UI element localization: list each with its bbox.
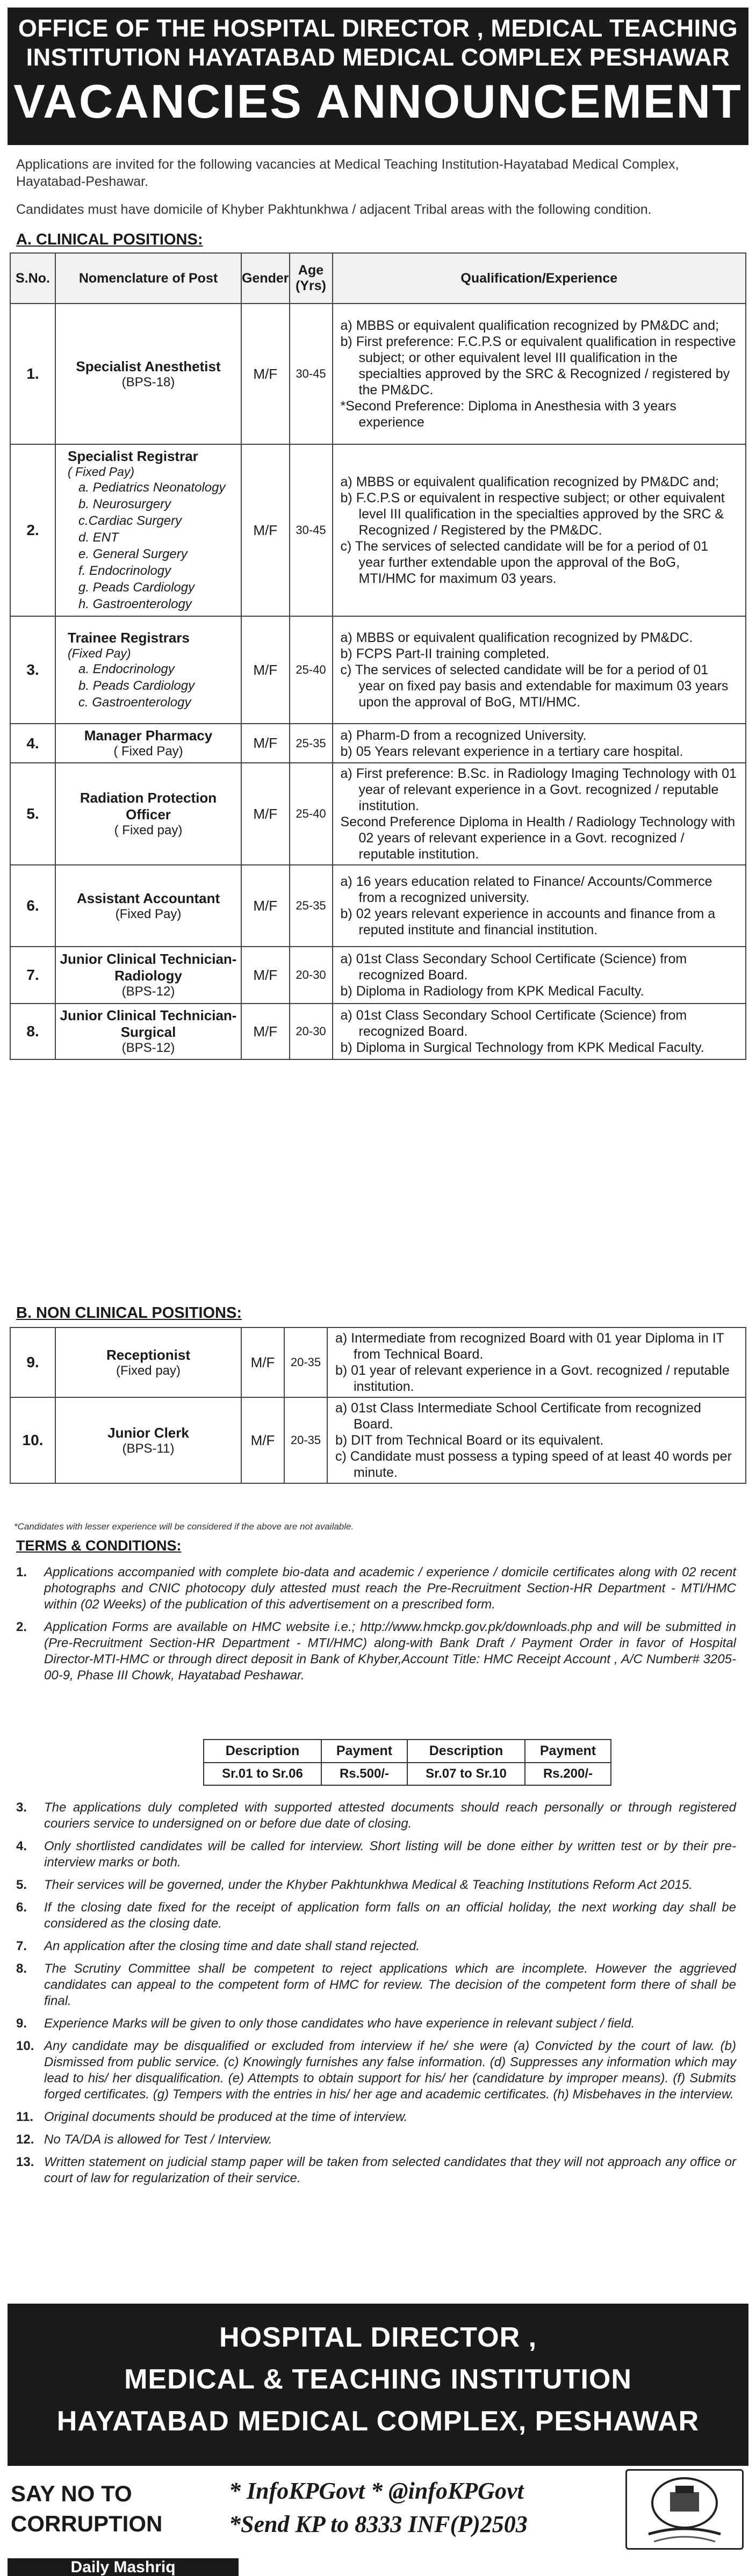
row-sno: 2. [10,444,55,616]
post-pay-scale: (BPS-12) [121,984,175,999]
table-row [10,1397,746,1483]
qualification-item: c) The services of selected candidate will be for a period of 01 year further extendable upon the approval of the BoG, MTI/HMC for maximum 03 years. [340,539,709,586]
fee-desc-header-2: Description [407,1740,525,1763]
row-post [55,763,241,865]
qualification-item: b) Diploma in Radiology from KPK Medical Faculty. [340,984,644,999]
qualification-item: b) FCPS Part-II training completed. [340,646,550,661]
qualification-item: Second Preference Diploma in Health / Radiology Technology with 02 years of relevant experience in a Govt. recognized / reputable institution. [340,814,736,862]
row-post [55,1004,241,1059]
qualification-item: a) 01st Class Secondary School Certificate (Science) from recognized Board. [340,951,687,983]
post-name: Receptionist [106,1346,191,1363]
row-age: 30-45 [290,444,333,616]
row-qualification [333,616,746,724]
term-text: The applications duly completed with supported attested documents should reach personally or through registered couriers service to undersigned on or before due date of closing. [44,1800,736,1831]
table-row [10,1327,746,1397]
term-number: 10. [16,2039,34,2053]
row-post [55,865,241,947]
qualification-item: a) 01st Class Secondary School Certificate (Science) from recognized Board. [340,1008,687,1039]
term-item [16,2132,736,2148]
row-qualification [333,947,746,1004]
row-age: 20-35 [284,1327,327,1397]
row-sno: 7. [10,947,55,1004]
term-text: Written statement on judicial stamp paper will be taken from selected candidates that they will not approach any office or court of law for regularization of their service. [44,2155,736,2185]
table-row [10,865,746,947]
row-post [55,1397,241,1483]
term-item [16,1938,736,1954]
fee-row-1-pay: Rs.500/- [321,1763,407,1785]
term-number: 6. [16,1900,27,1915]
fee-desc-header-1: Description [204,1740,321,1763]
post-subitem: c. Gastroenterology [78,695,191,710]
footer-banner [8,2304,748,2466]
row-qualification [333,763,746,865]
post-subitem: b. Peads Cardiology [78,678,195,693]
row-post [55,947,241,1004]
header-line-1: OFFICE OF THE HOSPITAL DIRECTOR , MEDICAL TEACHING [18,15,738,42]
govt-seal-logo [625,2469,744,2550]
bottom-strip [8,2471,748,2563]
term-text: Experience Marks will be given to only those candidates who have experience in relevant subject / field. [44,2016,635,2031]
sms-code: *Send KP to 8333 INF(P)2503 [229,2511,528,2537]
qualification-item: b) DIT from Technical Board or its equivalent. [335,1433,604,1448]
table-row [10,444,746,616]
terms-list-part-2 [16,1800,736,2193]
col-gender: Gender [241,253,290,304]
row-sno: 9. [10,1327,55,1397]
term-item [16,1877,736,1893]
header-banner [8,8,748,145]
post-name: Junior Clerk [107,1424,189,1441]
fee-row-1-desc: Sr.01 to Sr.06 [204,1763,321,1785]
qualification-item: c) Candidate must possess a typing speed of at least 40 words per minute. [335,1449,732,1480]
term-number: 2. [16,1620,27,1634]
qualification-item: *Second Preference: Diploma in Anesthesia with 3 years experience [340,399,676,430]
footer-line-3: HAYATABAD MEDICAL COMPLEX, PESHAWAR [56,2406,700,2437]
post-pay-scale: (Fixed Pay) [68,646,131,660]
post-name: Assistant Accountant [76,890,220,906]
post-pay-scale: (BPS-12) [121,1041,175,1055]
contact-info [229,2474,528,2541]
post-subitems [68,661,237,711]
row-sno: 5. [10,763,55,865]
row-gender: M/F [241,724,290,763]
row-age: 20-35 [284,1397,327,1483]
term-item [16,2154,736,2187]
term-number: 5. [16,1878,27,1892]
term-text: Applications accompanied with complete bio-data and academic / experience / domicile certificates along with 02 recent photographs and CNIC photocopy duly attested must reach the Pre-Recruitment Section-HR Department - MTI/HMC within (02 Weeks) of the publication of this advertisement on a prescribed form. [44,1565,736,1612]
row-age: 20-30 [290,1004,333,1059]
row-gender: M/F [241,947,290,1004]
row-post [55,444,241,616]
experience-note: *Candidates with lesser experience will be considered if the above are not available. [14,1521,354,1532]
qualification-item: b) Diploma in Surgical Technology from KPK Medical Faculty. [340,1040,704,1055]
qualification-item: b) 01 year of relevant experience in a Govt. recognized / reputable institution. [335,1363,730,1394]
row-post [55,304,241,444]
row-age: 25-40 [290,763,333,865]
qualification-item: b) F.C.P.S or equivalent in respective subject; or other equivalent level III qualification in the specialties approved by the SRC & Recognized / Registered by the PM&DC. [340,490,725,538]
col-sno: S.No. [10,253,55,304]
slogan-line-2: CORRUPTION [11,2511,163,2536]
table-row [10,724,746,763]
row-qualification [327,1397,746,1483]
footer-line-2: MEDICAL & TEACHING INSTITUTION [124,2364,632,2395]
qualification-item: a) Intermediate from recognized Board with 01 year Diploma in IT from Technical Board. [335,1331,724,1362]
post-pay-scale: ( Fixed pay) [114,823,183,838]
term-item [16,1564,736,1613]
qualification-item: a) MBBS or equivalent qualification recognized by PM&DC and; [340,474,719,489]
anti-corruption-slogan [11,2479,162,2539]
intro-paragraph-1: Applications are invited for the following vacancies at Medical Teaching Institution-Hayatabad Medical Complex, Hayatabad-Peshawar. [16,157,679,189]
table-row [10,616,746,724]
row-gender: M/F [241,1004,290,1059]
term-item [16,1961,736,2009]
fee-pay-header-2: Payment [525,1740,611,1763]
col-post: Nomenclature of Post [55,253,241,304]
nonclinical-section-heading: B. NON CLINICAL POSITIONS: [16,1304,242,1322]
clinical-positions-table [10,252,746,1060]
post-subitem: c.Cardiac Surgery [78,514,182,528]
table-row [10,1004,746,1059]
table-header-row [10,253,746,304]
terms-heading: TERMS & CONDITIONS: [16,1538,182,1554]
fee-pay-header-1: Payment [321,1740,407,1763]
qualification-item: a) 01st Class Intermediate School Certificate from recognized Board. [335,1401,701,1432]
post-name: Junior Clinical Technician-Surgical [60,1007,237,1040]
row-age: 30-45 [290,304,333,444]
term-item [16,2038,736,2103]
seal-icon [627,2471,742,2548]
row-gender: M/F [241,616,290,724]
term-text: If the closing date fixed for the receipt of application form falls on an official holiday, the next working day shall be considered as the closing date. [44,1900,736,1931]
post-name: Specialist Registrar [68,448,198,464]
term-item [16,2016,736,2032]
term-item [16,1838,736,1871]
term-text: Any candidate may be disqualified or excluded from interview if he/ she were (a) Convicted by the court of law. (b) Dismissed from public service. (c) Knowingly furnishes any false information. (d) Suppresses any information which may lead to his/ her disqualification. (e) Attempts to obtain support for his/ her (candidature by improper means). (f) Submits forged certificates. (g) Tempers with the entries in his/ her age and academic certificates. (h) Misbehaves in the interview. [44,2039,736,2102]
term-number: 13. [16,2155,34,2169]
header-line-2: INSTITUTION HAYATABAD MEDICAL COMPLEX PESHAWAR [26,44,730,71]
terms-list-part-1 [16,1564,736,1690]
term-number: 4. [16,1839,27,1853]
post-name: Trainee Registrars [68,629,190,646]
row-qualification [333,444,746,616]
clinical-section-heading: A. CLINICAL POSITIONS: [16,231,203,248]
term-number: 1. [16,1565,27,1579]
row-gender: M/F [241,865,290,947]
row-qualification [333,865,746,947]
term-item [16,1619,736,1684]
post-subitem: d. ENT [78,530,119,545]
row-qualification [333,1004,746,1059]
qualification-item: b) 05 Years relevant experience in a tertiary care hospital. [340,744,683,759]
post-pay-scale: (Fixed pay) [116,1363,181,1378]
qualification-item: a) MBBS or equivalent qualification recognized by PM&DC. [340,630,693,645]
row-qualification [333,724,746,763]
row-gender: M/F [241,1327,284,1397]
qualification-item: c) The services of selected candidate will be for a period of 01 year on fixed pay basis and extendable for maximum 03 years upon the approval of BoG, MTI/HMC. [340,662,729,710]
row-gender: M/F [241,444,290,616]
newspaper-name: Daily Mashriq [8,2558,239,2576]
row-qualification [333,304,746,444]
post-name: Junior Clinical Technician-Radiology [60,951,237,984]
footer-line-1: HOSPITAL DIRECTOR , [219,2322,537,2353]
term-number: 9. [16,2016,27,2031]
term-text: No TA/DA is allowed for Test / Interview. [44,2132,272,2147]
qualification-item: a) 16 years education related to Finance/ Accounts/Commerce from a recognized university. [340,874,712,905]
post-subitems [68,479,237,612]
table-row [10,763,746,865]
term-item [16,1800,736,1832]
post-subitem: g. Peads Cardiology [78,580,195,595]
fee-row-2-desc: Sr.07 to Sr.10 [407,1763,525,1785]
term-item [16,1900,736,1932]
qualification-item: a) MBBS or equivalent qualification recognized by PM&DC and; [340,318,719,333]
row-age: 20-30 [290,947,333,1004]
term-text: Only shortlisted candidates will be called for interview. Short listing will be done either by written test or by their pre-interview marks or both. [44,1839,736,1870]
table-row [10,304,746,444]
term-text: An application after the closing time and date shall stand rejected. [44,1939,420,1953]
post-name: Radiation Protection Officer [80,790,217,822]
row-sno: 8. [10,1004,55,1059]
slogan-line-1: SAY NO TO [11,2481,132,2506]
post-pay-scale: ( Fixed Pay) [113,744,183,759]
fee-table [203,1739,611,1786]
row-qualification [327,1327,746,1397]
row-sno: 6. [10,865,55,947]
post-name: Specialist Anesthetist [76,358,221,374]
row-sno: 4. [10,724,55,763]
row-age: 25-35 [290,724,333,763]
post-pay-scale: ( Fixed Pay) [68,465,134,479]
row-gender: M/F [241,763,290,865]
term-text: Original documents should be produced at the time of interview. [44,2110,408,2124]
term-number: 8. [16,1961,27,1976]
row-gender: M/F [241,304,290,444]
col-qualification: Qualification/Experience [333,253,746,304]
post-pay-scale: (Fixed Pay) [115,906,182,921]
row-gender: M/F [241,1397,284,1483]
post-subitem: a. Endocrinology [78,661,175,676]
post-subitem: h. Gastroenterology [78,597,192,611]
intro-text [16,156,731,229]
post-pay-scale: (BPS-11) [122,1441,175,1456]
term-number: 7. [16,1939,27,1953]
post-subitem: b. Neurosurgery [78,497,171,511]
intro-paragraph-2: Candidates must have domicile of Khyber Pakhtunkhwa / adjacent Tribal areas with the following condition. [16,202,652,217]
table-row [10,947,746,1004]
post-name: Manager Pharmacy [84,727,213,744]
row-age: 25-35 [290,865,333,947]
col-age: Age (Yrs) [290,253,333,304]
nonclinical-positions-table [10,1327,746,1484]
row-post [55,724,241,763]
qualification-item: a) First preference: B.Sc. in Radiology Imaging Technology with 01 year of relevant experience in a Govt. recognized / reputable institution. [340,766,737,813]
fee-row-2-pay: Rs.200/- [525,1763,611,1785]
term-number: 3. [16,1800,27,1815]
post-subitem: f. Endocrinology [78,564,171,578]
row-sno: 3. [10,616,55,724]
term-text: Their services will be governed, under the Khyber Pakhtunkhwa Medical & Teaching Institutions Reform Act 2015. [44,1878,693,1892]
qualification-item: a) Pharm-D from a recognized University. [340,727,587,743]
term-number: 12. [16,2132,34,2147]
term-number: 11. [16,2110,34,2124]
qualification-item: b) First preference: F.C.P.S or equivalent qualification in respective subject; or other equivalent level III qualification in the specialties approved by the SRC & Recognized / registered by the PM&DC. [340,334,736,398]
term-text: Application Forms are available on HMC website i.e.; http://www.hmckp.gov.pk/downloads.php and will be submitted in (Pre-Recruitment Section-HR Department - MTI/HMC) along-with Bank Draft / Payment Order in favor of Hospital Director-MTI-HMC or through direct deposit in Bank of Khyber,Account Title: HMC Receipt Account , A/C Number# 3205-00-9, Phase III Chowk, Hayatabad Peshawar. [44,1620,736,1683]
row-post [55,1327,241,1397]
term-text: The Scrutiny Committee shall be competent to reject applications which are incomplete. However the aggrieved candidates can appeal to the competent form of HMC for review. The decision of the competent form there of shall be final. [44,1961,736,2008]
row-age: 25-40 [290,616,333,724]
post-pay-scale: (BPS-18) [121,374,175,389]
page-title: VACANCIES ANNOUNCEMENT [13,75,743,128]
post-subitem: e. General Surgery [78,547,188,561]
row-sno: 1. [10,304,55,444]
term-item [16,2109,736,2125]
post-subitem: a. Pediatrics Neonatology [78,480,226,495]
social-handles: * InfoKPGovt * @infoKPGovt [229,2478,524,2504]
row-sno: 10. [10,1397,55,1483]
row-post [55,616,241,724]
qualification-item: b) 02 years relevant experience in accounts and finance from a reputed institute and financial institution. [340,906,716,937]
